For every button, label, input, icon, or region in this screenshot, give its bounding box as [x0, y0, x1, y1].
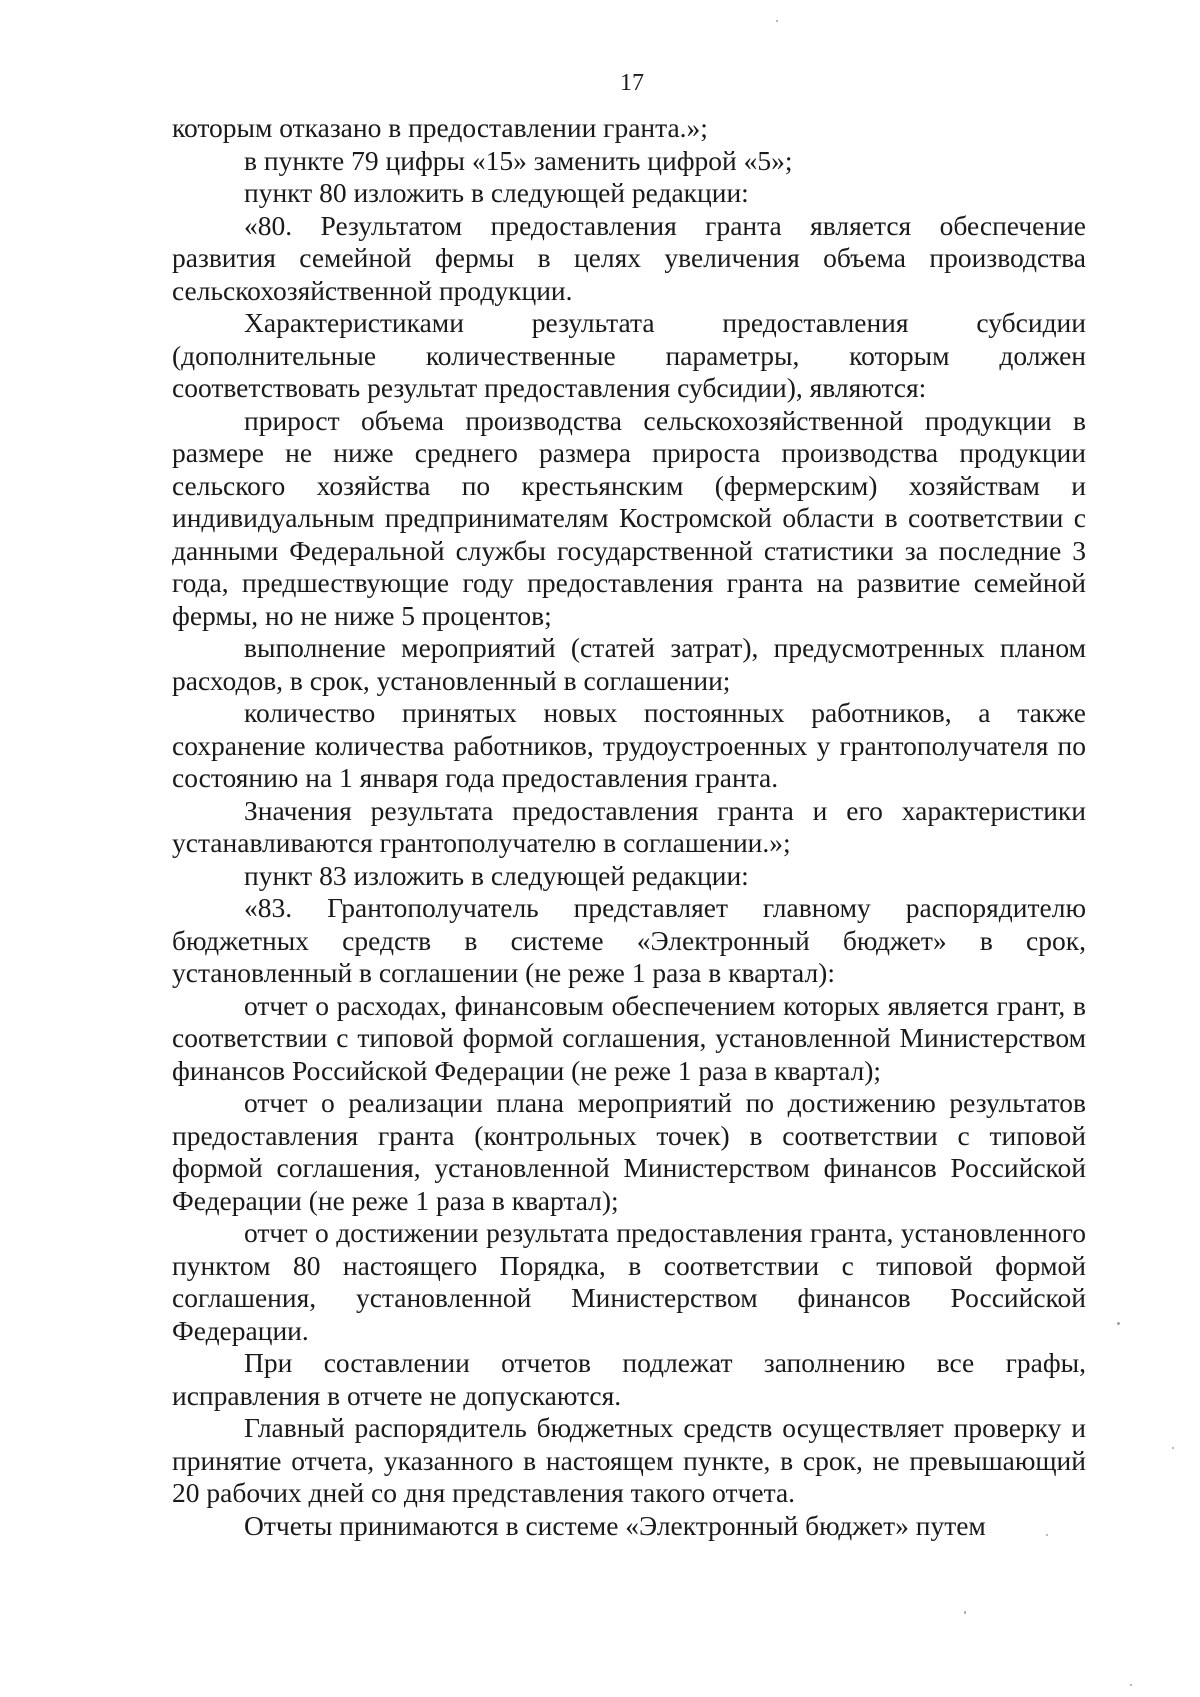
scan-speck	[1130, 1684, 1132, 1686]
paragraph: Значения результата предоставления гранта и его характеристики устанавливаются грантополучателю в соглашении.»;	[172, 794, 1086, 858]
scan-speck	[1117, 1322, 1120, 1325]
paragraph: Отчеты принимаются в системе «Электронный бюджет» путем	[244, 1509, 986, 1541]
paragraph: в пункте 79 цифры «15» заменить цифрой «5»;	[244, 144, 793, 176]
paragraph: «80. Результатом предоставления гранта является обеспечение развития семейной фермы в целях увеличения объема производства сельскохозяйственной продукции.	[172, 209, 1086, 306]
paragraph: Главный распорядитель бюджетных средств осуществляет проверку и принятие отчета, указанного в настоящем пункте, в срок, не превышающий 20 рабочих дней со дня представления такого отчета.	[172, 1412, 1086, 1508]
paragraph: При составлении отчетов подлежат заполнению все графы, исправления в отчете не допускаются.	[172, 1347, 1086, 1411]
scan-speck	[964, 1611, 966, 1614]
page-number: 17	[620, 70, 644, 96]
paragraph: отчет о достижении результата предоставления гранта, установленного пунктом 80 настоящего Порядка, в соответствии с типовой формой соглашения, установленной Министерством финансов Российской Федерации.	[172, 1217, 1086, 1346]
paragraph: выполнение мероприятий (статей затрат), предусмотренных планом расходов, в срок, установленный в соглашении;	[172, 632, 1086, 696]
scan-speck	[1046, 1534, 1048, 1536]
paragraph: количество принятых новых постоянных работников, а также сохранение количества работников, трудоустроенных у грантополучателя по состоянию на 1 января года предоставления гранта.	[172, 697, 1086, 793]
paragraph: пункт 80 изложить в следующей редакции:	[244, 177, 749, 208]
paragraph: которым отказано в предоставлении гранта.»;	[172, 112, 708, 143]
paragraph: прирост объема производства сельскохозяйственной продукции в размере не ниже среднего размера прироста производства продукции сельского хозяйства по крестьянским (фермерским) хозяйствам и индивидуальным предпринимателям Костромской области в соответствии с данными Федеральной службы государственной статистики за последние 3 года, предшествующие году предоставления гранта на развитие семейной фермы, но не ниже 5 процентов;	[172, 404, 1086, 631]
document-body	[172, 112, 1086, 1542]
paragraph: «83. Грантополучатель представляет главному распорядителю бюджетных средств в системе «Электронный бюджет» в срок, установленный в соглашении (не реже 1 раза в квартал):	[172, 892, 1086, 988]
scan-speck	[1172, 1447, 1174, 1449]
paragraph: отчет о реализации плана мероприятий по достижению результатов предоставления гранта (контрольных точек) в соответствии с типовой формой соглашения, установленной Министерством финансов Российской Федерации (не реже 1 раза в квартал);	[172, 1087, 1086, 1216]
scan-speck	[776, 20, 778, 22]
paragraph: пункт 83 изложить в следующей редакции:	[244, 859, 749, 891]
paragraph: отчет о расходах, финансовым обеспечением которых является грант, в соответствии с типовой формой соглашения, установленной Министерством финансов Российской Федерации (не реже 1 раза в квартал);	[172, 989, 1086, 1086]
paragraph: Характеристиками результата предоставления субсидии (дополнительные количественные параметры, которым должен соответствовать результат предоставления субсидии), являются:	[172, 307, 1086, 403]
